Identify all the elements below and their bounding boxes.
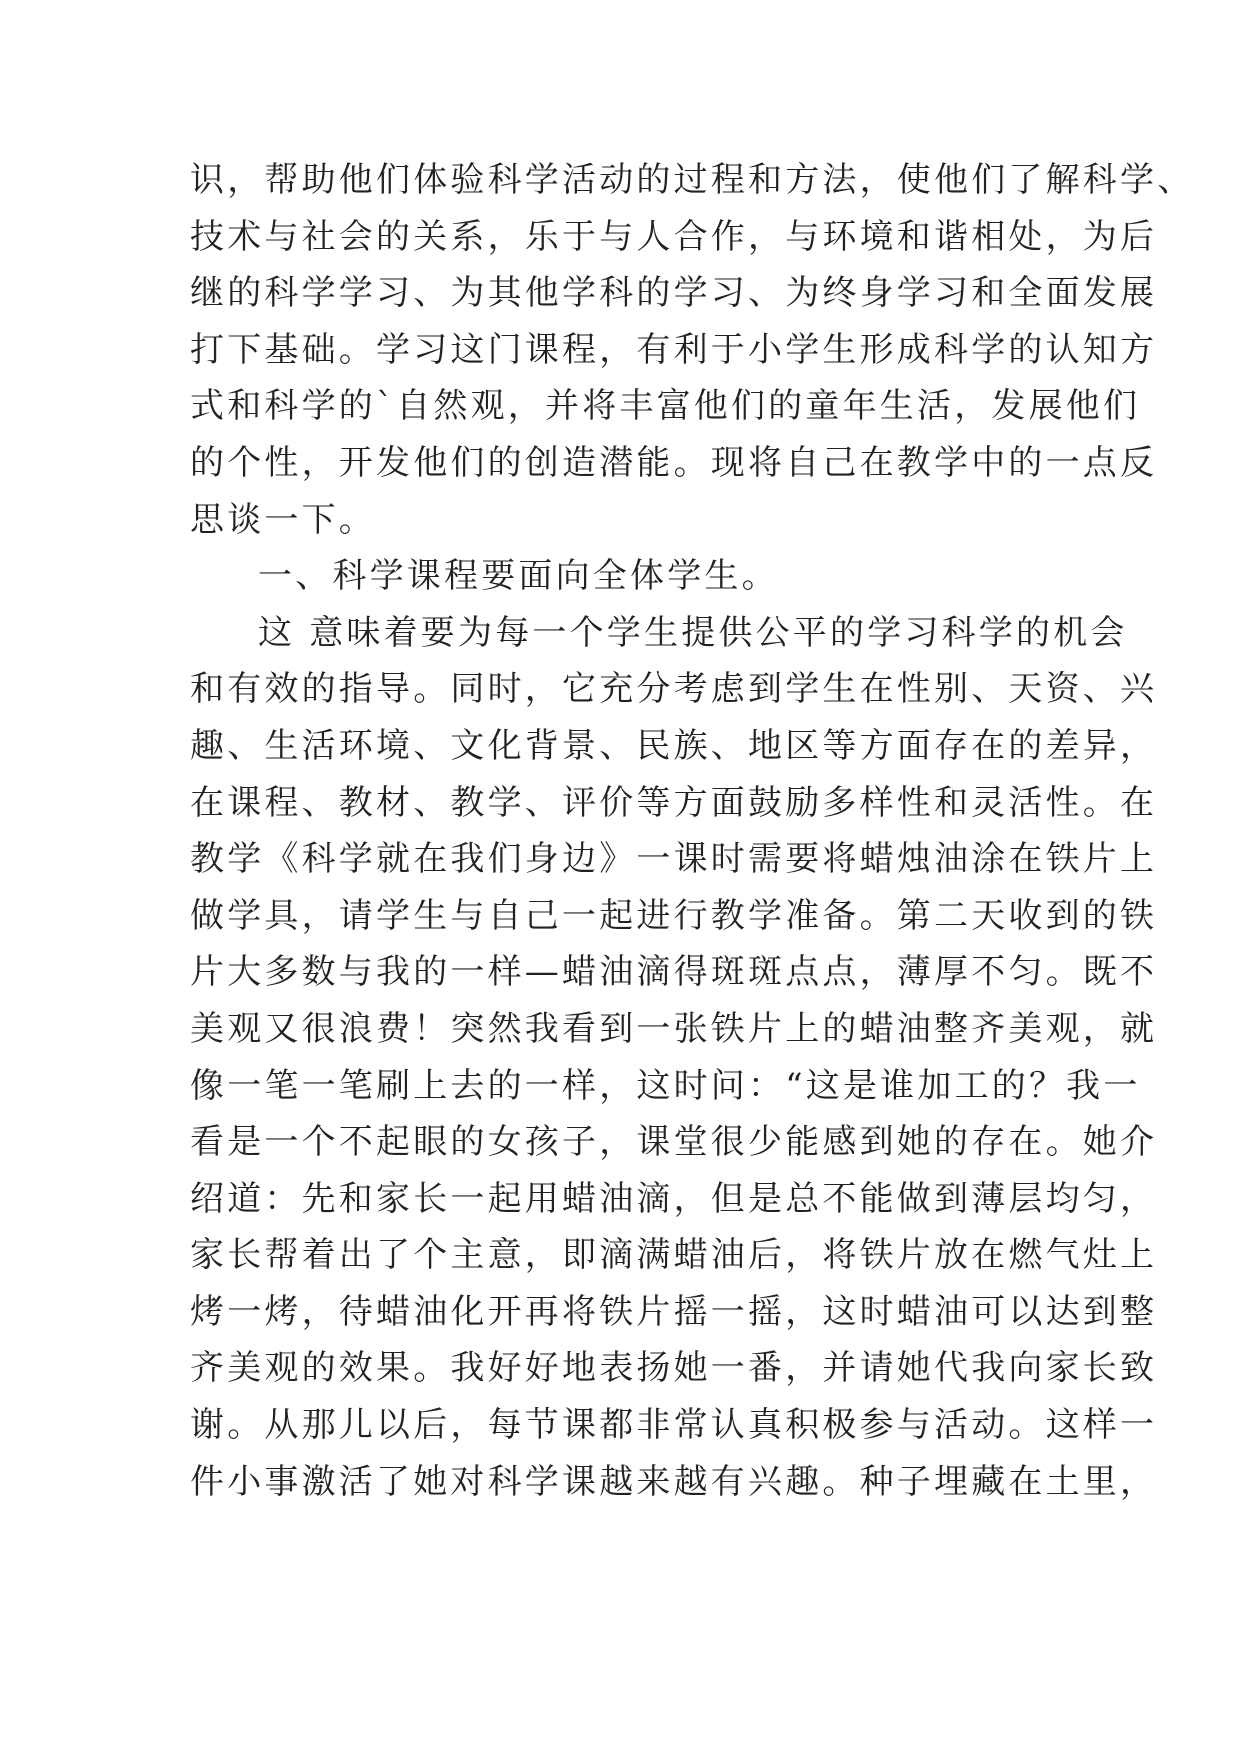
text-line: 像一笔一笔刷上去的一样，这时问：“这是谁加工的？我一 <box>190 1065 1141 1106</box>
text-line: 美观又很浪费！突然我看到一张铁片上的蜡油整齐美观，就 <box>190 1008 1158 1049</box>
text-line: 教学《科学就在我们身边》一课时需要将蜡烛油涂在铁片上 <box>190 839 1158 880</box>
text-line: 看是一个不起眼的女孩子，课堂很少能感到她的存在。她介 <box>190 1122 1158 1163</box>
text-line: 片大多数与我的一样—蜡油滴得斑斑点点，薄厚不匀。既不 <box>190 952 1158 993</box>
text-line: 在课程、教材、教学、评价等方面鼓励多样性和灵活性。在 <box>190 782 1158 823</box>
text-line: 件小事激活了她对科学课越来越有兴趣。种子埋藏在土里， <box>190 1461 1158 1502</box>
text-line: 齐美观的效果。我好好地表扬她一番，并请她代我向家长致 <box>190 1348 1158 1389</box>
text-line: 绍道：先和家长一起用蜡油滴，但是总不能做到薄层均匀， <box>190 1178 1158 1219</box>
text-line: 打下基础。学习这门课程，有利于小学生形成科学的认知方 <box>190 329 1158 370</box>
text-line: 继的科学学习、为其他学科的学习、为终身学习和全面发展 <box>190 273 1158 314</box>
text-line: 趣、生活环境、文化背景、民族、地区等方面存在的差异， <box>190 725 1158 766</box>
body-text <box>190 152 1195 1510</box>
text-line: 谢。从那儿以后，每节课都非常认真积极参与活动。这样一 <box>190 1405 1158 1446</box>
text-line: 这 意味着要为每一个学生提供公平的学习科学的机会 <box>258 612 1128 653</box>
text-line: 烤一烤，待蜡油化开再将铁片摇一摇，这时蜡油可以达到整 <box>190 1291 1158 1332</box>
text-line: 的个性，开发他们的创造潜能。现将自己在教学中的一点反 <box>190 442 1158 483</box>
section-heading: 一、科学课程要面向全体学生。 <box>258 556 779 597</box>
text-line: 识，帮助他们体验科学活动的过程和方法，使他们了解科学、 <box>190 160 1195 200</box>
text-line: 和有效的指导。同时，它充分考虑到学生在性别、天资、兴 <box>190 669 1158 710</box>
text-line: 做学具，请学生与自己一起进行教学准备。第二天收到的铁 <box>190 895 1158 936</box>
text-line: 技术与社会的关系，乐于与人合作，与环境和谐相处，为后 <box>190 216 1158 257</box>
text-line: 家长帮着出了个主意，即滴满蜡油后，将铁片放在燃气灶上 <box>190 1235 1158 1276</box>
text-line: 思谈一下。 <box>190 499 376 540</box>
text-line: 式和科学的`自然观，并将丰富他们的童年生活，发展他们 <box>190 386 1141 427</box>
